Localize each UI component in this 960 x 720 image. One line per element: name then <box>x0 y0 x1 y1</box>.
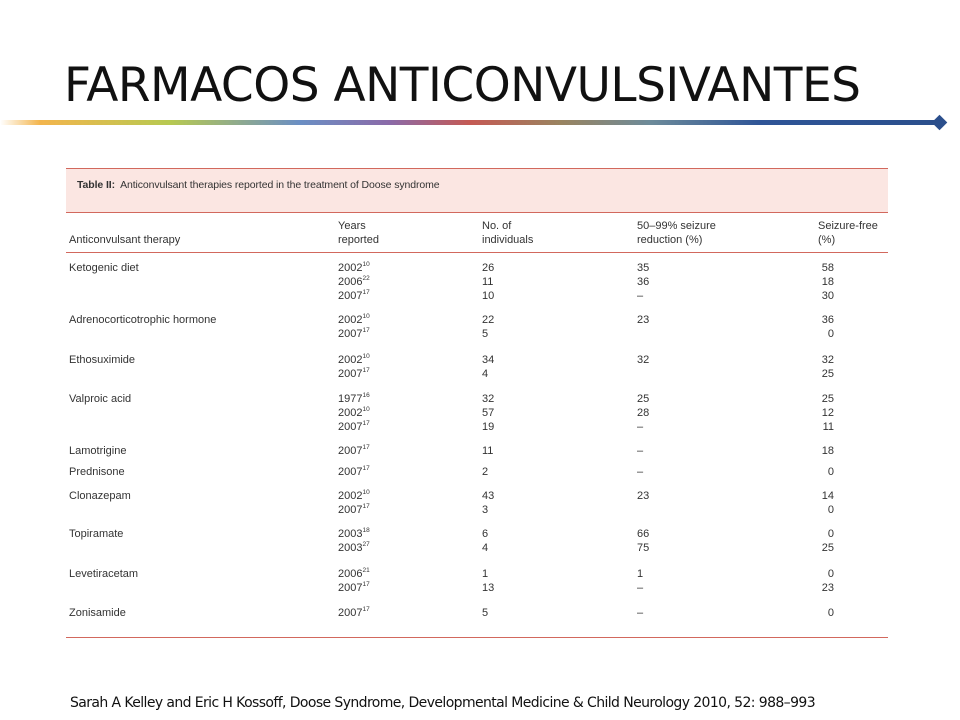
individuals-count: 4 <box>482 368 489 380</box>
therapy-name: Ethosuximide <box>69 354 136 366</box>
year-reported <box>338 503 370 517</box>
seizure-reduction: 1 <box>637 568 644 580</box>
reference-number: 10 <box>362 406 370 413</box>
individuals-count: 43 <box>482 490 495 502</box>
reference-number: 18 <box>362 527 370 534</box>
table-row <box>66 406 888 420</box>
year-reported <box>338 581 370 595</box>
caption-label: Table II: <box>77 179 115 191</box>
caption-description: Anticonvulsant therapies reported in the treatment of Doose syndrome <box>120 179 440 191</box>
reference-number: 16 <box>362 392 370 399</box>
seizure-free: 30 <box>821 290 834 302</box>
seizure-free: 32 <box>821 354 834 366</box>
individuals-count: 6 <box>482 528 489 540</box>
seizure-free: 25 <box>821 393 834 405</box>
year-reported <box>338 541 370 555</box>
year-reported <box>338 465 370 479</box>
reference-number: 10 <box>362 353 370 360</box>
table-row <box>66 541 888 555</box>
header-therapy: Anticonvulsant therapy <box>69 234 181 246</box>
seizure-reduction: – <box>637 290 644 302</box>
individuals-count: 22 <box>482 314 495 326</box>
header-individuals <box>482 219 533 247</box>
year-reported <box>338 353 370 367</box>
table-row <box>66 275 888 289</box>
header-seizure-free <box>818 219 878 247</box>
therapy-name: Zonisamide <box>69 607 126 619</box>
seizure-free: 58 <box>821 262 834 274</box>
year-value: 2006 <box>338 276 363 288</box>
reference-number: 22 <box>362 275 370 282</box>
year-value: 2006 <box>338 568 363 580</box>
header-free-line1: Seizure-free <box>818 220 878 232</box>
reference-number: 10 <box>362 313 370 320</box>
seizure-free: 25 <box>821 368 834 380</box>
header-reduction-line1: 50–99% seizure <box>637 220 716 232</box>
individuals-count: 57 <box>482 407 495 419</box>
year-value: 2002 <box>338 490 363 502</box>
seizure-free: 0 <box>827 607 834 619</box>
year-value: 2007 <box>338 607 363 619</box>
seizure-reduction: 35 <box>637 262 650 274</box>
header-free-line2: (%) <box>818 234 836 246</box>
year-value: 1977 <box>338 393 363 405</box>
year-reported <box>338 489 370 503</box>
reference-number: 17 <box>362 444 370 451</box>
seizure-reduction: 66 <box>637 528 650 540</box>
therapy-name: Ketogenic diet <box>69 262 139 274</box>
header-individuals-line2: individuals <box>482 234 534 246</box>
table-row <box>66 420 888 434</box>
year-reported <box>338 367 370 381</box>
individuals-count: 26 <box>482 262 495 274</box>
table-row <box>66 489 888 503</box>
reference-number: 17 <box>362 503 370 510</box>
seizure-reduction: – <box>637 421 644 433</box>
year-reported <box>338 527 370 541</box>
table-row <box>66 503 888 517</box>
individuals-count: 1 <box>482 568 489 580</box>
therapy-name: Valproic acid <box>69 393 132 405</box>
individuals-count: 13 <box>482 582 495 594</box>
year-value: 2007 <box>338 504 363 516</box>
individuals-count: 5 <box>482 607 489 619</box>
title-underline <box>0 120 940 125</box>
seizure-reduction: – <box>637 582 644 594</box>
seizure-reduction: 36 <box>637 276 650 288</box>
year-reported <box>338 261 370 275</box>
seizure-free: 0 <box>827 328 834 340</box>
reference-number: 17 <box>362 289 370 296</box>
therapy-table <box>66 168 888 638</box>
year-reported <box>338 444 370 458</box>
reference-number: 17 <box>362 367 370 374</box>
seizure-reduction: – <box>637 466 644 478</box>
reference-number: 21 <box>362 567 370 574</box>
header-individuals-line1: No. of <box>482 220 512 232</box>
table-row <box>66 353 888 367</box>
year-reported <box>338 606 370 620</box>
table-row <box>66 527 888 541</box>
header-years-line2: reported <box>338 234 379 246</box>
table-row <box>66 313 888 327</box>
seizure-free: 36 <box>821 314 834 326</box>
year-value: 2007 <box>338 368 363 380</box>
seizure-free: 12 <box>821 407 834 419</box>
year-value: 2007 <box>338 582 363 594</box>
year-value: 2002 <box>338 262 363 274</box>
therapy-name: Levetiracetam <box>69 568 139 580</box>
individuals-count: 10 <box>482 290 495 302</box>
caption-text <box>77 179 440 191</box>
reference-number: 27 <box>362 541 370 548</box>
header-reduction <box>637 219 716 247</box>
seizure-free: 0 <box>827 568 834 580</box>
seizure-reduction: 25 <box>637 393 650 405</box>
slide-title: FARMACOS ANTICONVULSIVANTES <box>64 58 861 113</box>
reference-number: 17 <box>362 420 370 427</box>
reference-number: 17 <box>362 581 370 588</box>
seizure-reduction: 75 <box>637 542 650 554</box>
seizure-reduction: 28 <box>637 407 650 419</box>
therapy-name: Topiramate <box>69 528 124 540</box>
year-value: 2003 <box>338 542 363 554</box>
individuals-count: 34 <box>482 354 495 366</box>
table-row <box>66 392 888 406</box>
table-row <box>66 444 888 458</box>
seizure-reduction: – <box>637 445 644 457</box>
year-reported <box>338 289 370 303</box>
underline-end-marker <box>932 115 948 131</box>
year-value: 2007 <box>338 328 363 340</box>
seizure-free: 25 <box>821 542 834 554</box>
seizure-reduction: – <box>637 607 644 619</box>
header-years-line1: Years <box>338 220 366 232</box>
year-reported <box>338 420 370 434</box>
table-body <box>66 261 888 625</box>
year-value: 2002 <box>338 407 363 419</box>
table-row <box>66 367 888 381</box>
reference-number: 17 <box>362 606 370 613</box>
individuals-count: 19 <box>482 421 495 433</box>
therapy-name: Lamotrigine <box>69 445 127 457</box>
table-row <box>66 465 888 479</box>
seizure-free: 18 <box>821 276 834 288</box>
individuals-count: 11 <box>482 276 494 288</box>
seizure-reduction: 32 <box>637 354 650 366</box>
table-row <box>66 327 888 341</box>
header-reduction-line2: reduction (%) <box>637 234 703 246</box>
individuals-count: 3 <box>482 504 489 516</box>
year-value: 2002 <box>338 314 363 326</box>
year-value: 2003 <box>338 528 363 540</box>
year-reported <box>338 327 370 341</box>
individuals-count: 2 <box>482 466 489 478</box>
table-row <box>66 581 888 595</box>
table-caption <box>66 168 888 213</box>
table-row <box>66 261 888 275</box>
year-value: 2007 <box>338 290 363 302</box>
year-reported <box>338 567 370 581</box>
seizure-free: 14 <box>821 490 834 502</box>
seizure-free: 11 <box>822 421 834 433</box>
table-row <box>66 289 888 303</box>
individuals-count: 4 <box>482 542 489 554</box>
year-value: 2007 <box>338 466 363 478</box>
seizure-free: 23 <box>821 582 834 594</box>
therapy-name: Prednisone <box>69 466 125 478</box>
reference-number: 17 <box>362 465 370 472</box>
seizure-reduction: 23 <box>637 314 650 326</box>
source-citation: Sarah A Kelley and Eric H Kossoff, Doose Syndrome, Developmental Medicine & Child Neurology 2010, 52: 988–993 <box>70 695 816 711</box>
reference-number: 17 <box>362 327 370 334</box>
therapy-name: Clonazepam <box>69 490 131 502</box>
individuals-count: 32 <box>482 393 495 405</box>
year-reported <box>338 406 370 420</box>
table-row <box>66 606 888 620</box>
seizure-reduction: 23 <box>637 490 650 502</box>
individuals-count: 5 <box>482 328 489 340</box>
table-column-headers <box>66 213 888 253</box>
header-years <box>338 219 379 247</box>
seizure-free: 0 <box>827 504 834 516</box>
year-value: 2007 <box>338 445 363 457</box>
table-bottom-rule <box>66 637 888 638</box>
year-value: 2007 <box>338 421 363 433</box>
year-value: 2002 <box>338 354 363 366</box>
individuals-count: 11 <box>482 445 494 457</box>
year-reported <box>338 275 370 289</box>
year-reported <box>338 313 370 327</box>
seizure-free: 0 <box>827 528 834 540</box>
year-reported <box>338 392 370 406</box>
therapy-name: Adrenocorticotrophic hormone <box>69 314 217 326</box>
reference-number: 10 <box>362 261 370 268</box>
reference-number: 10 <box>362 489 370 496</box>
seizure-free: 0 <box>827 466 834 478</box>
seizure-free: 18 <box>821 445 834 457</box>
table-row <box>66 567 888 581</box>
